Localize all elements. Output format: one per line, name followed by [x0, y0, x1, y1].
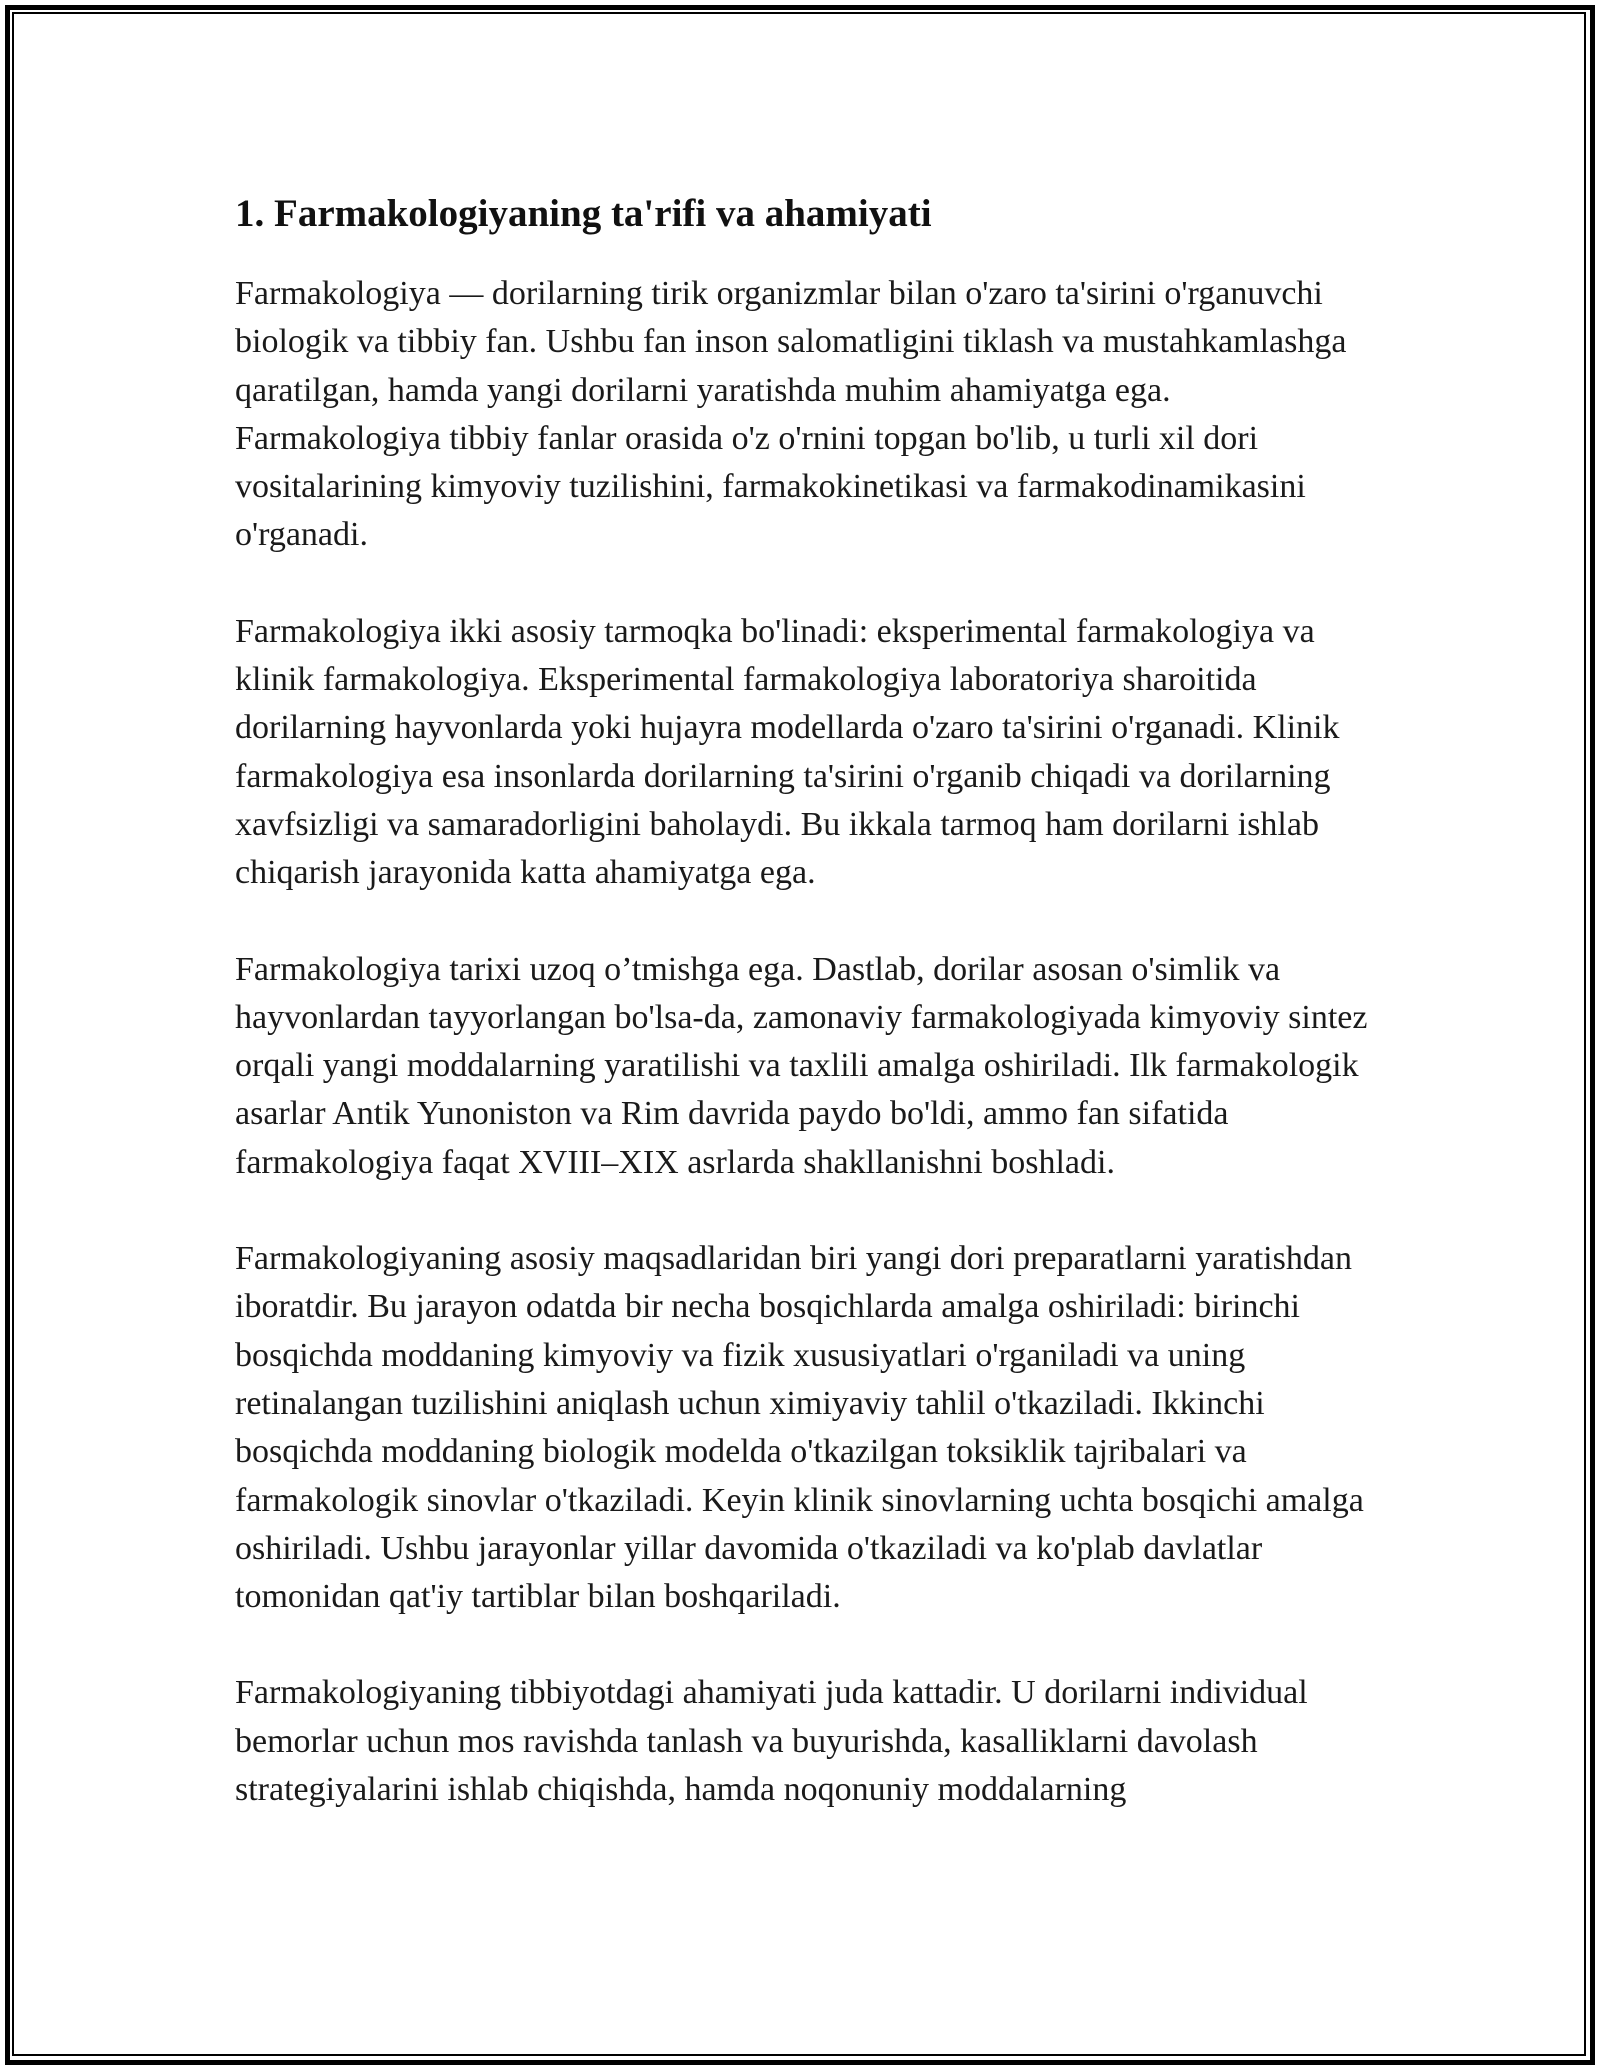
document-page	[235, 186, 1370, 1862]
paragraph-medical-importance: Farmakologiyaning tibbiyotdagi ahamiyati juda kattadir. U dorilarni individual bemorlar uchun mos ravishda tanlash va buyurishda, kasalliklarni davolash strategiyalarini ishlab chiqishda, hamda noqonuniy moddalarning	[235, 1674, 1308, 1809]
section-title: 1. Farmakologiyaning ta'rifi va ahamiyati	[235, 192, 932, 235]
paragraph-drug-development: Farmakologiyaning asosiy maqsadlaridan biri yangi dori preparatlarni yaratishdan iboratdir. Bu jarayon odatda bir necha bosqichlarda amalga oshiriladi: birinchi bosqichda moddaning kimyoviy va fizik xususiyatlari o'rganiladi va uning retinalangan tuzilishini aniqlash uchun ximiyaviy tahlil o'tkaziladi. Ikkinchi bosqichda moddaning biologik modelda o'tkazilgan toksiklik tajribalari va farmakologik sinovlar o'tkaziladi. Keyin klinik sinovlarning uchta bosqichi amalga oshiriladi. Ushbu jarayonlar yillar davomida o'tkaziladi va ko'plab davlatlar tomonidan qat'iy tartiblar bilan boshqariladi.	[235, 1240, 1364, 1616]
paragraph-branches: Farmakologiya ikki asosiy tarmoqka bo'linadi: eksperimental farmakologiya va klinik farmakologiya. Eksperimental farmakologiya laboratoriya sharoitida dorilarning hayvonlarda yoki hujayra modellarda o'zaro ta'sirini o'rganadi. Klinik farmakologiya esa insonlarda dorilarning ta'sirini o'rganib chiqadi va dorilarning xavfsizligi va samaradorligini baholaydi. Bu ikkala tarmoq ham dorilarni ishlab chiqarish jarayonida katta ahamiyatga ega.	[235, 612, 1340, 892]
paragraph-history: Farmakologiya tarixi uzoq o’tmishga ega. Dastlab, dorilar asosan o'simlik va hayvonlardan tayyorlangan bo'lsa-da, zamonaviy farmakologiyada kimyoviy sintez orqali yangi moddalarning yaratilishi va taxlili amalga oshiriladi. Ilk farmakologik asarlar Antik Yunoniston va Rim davrida paydo bo'ldi, ammo fan sifatida farmakologiya faqat XVIII–XIX asrlarda shakllanishni boshladi.	[235, 950, 1368, 1181]
paragraph-definition: Farmakologiya — dorilarning tirik organizmlar bilan o'zaro ta'sirini o'rganuvchi biologik va tibbiy fan. Ushbu fan inson salomatligini tiklash va mustahkamlashga qaratilgan, hamda yangi dorilarni yaratishda muhim ahamiyatga ega. Farmakologiya tibbiy fanlar orasida o'z o'rnini topgan bo'lib, u turli xil dori vositalarining kimyoviy tuzilishini, farmakokinetikasi va farmakodinamikasini o'rganadi.	[235, 275, 1347, 554]
